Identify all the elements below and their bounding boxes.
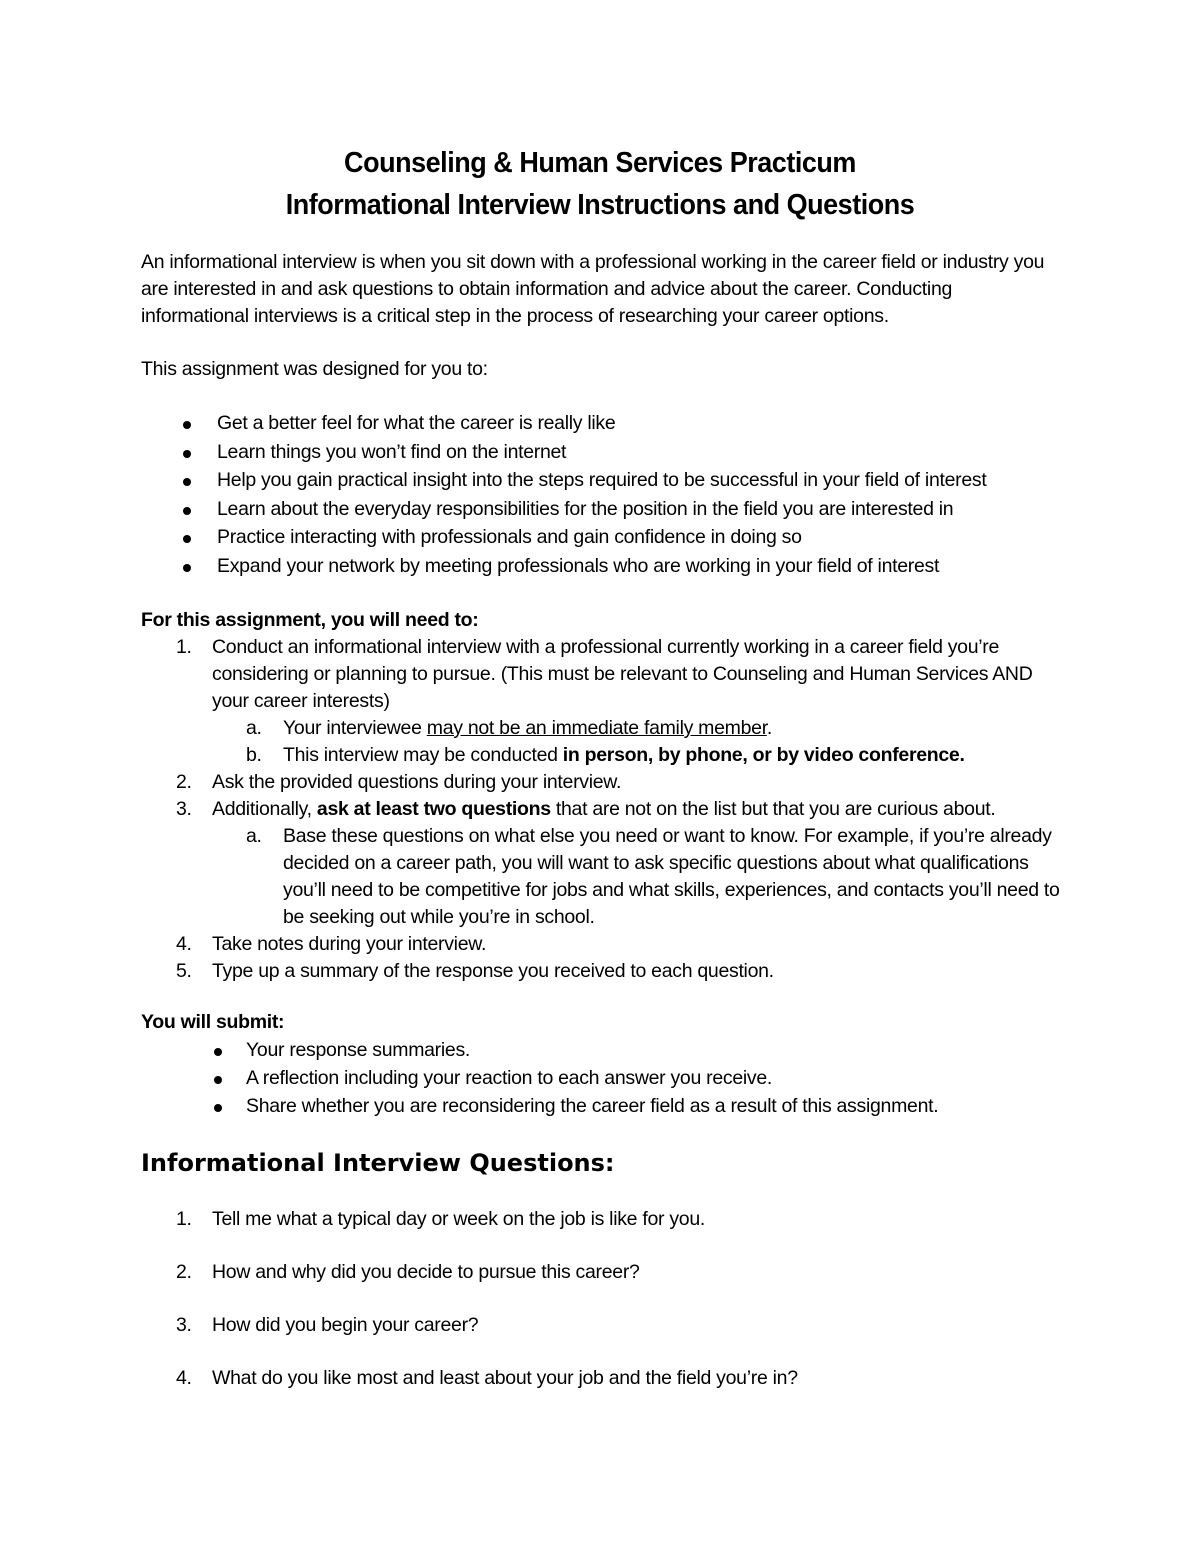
- submit-list: [141, 1037, 938, 1121]
- list-item: Help you gain practical insight into the steps required to be successful in your field of interest: [141, 467, 986, 496]
- question-item: 2. How and why did you decide to pursue this career?: [176, 1261, 640, 1283]
- list-item: Share whether you are reconsidering the career field as a result of this assignment.: [141, 1093, 938, 1121]
- list-item: A reflection including your reaction to each answer you receive.: [141, 1065, 938, 1093]
- bullet-icon: [183, 450, 191, 458]
- bullet-icon: [183, 421, 191, 429]
- sub-item: a. Base these questions on what else you need or want to know. For example, if you’re already decided on a career path, you will want to ask specific questions about what qualifications you’ll need to be competitive for jobs and what skills, experiences, and contacts you’ll need to be seeking out while you’re in school.: [246, 825, 1060, 928]
- list-item: Practice interacting with professionals and gain confidence in doing so: [141, 524, 986, 553]
- goals-list: [141, 410, 986, 581]
- step-item: 3. Additionally, ask at least two questions that are not on the list but that you are curious about. a. Base these questions on what else you need or want to know. For example, if you’re already decided on a career path, you will want to ask specific questions about what qualifications you’ll need to be competitive for jobs and what skills, experiences, and contacts you’ll need to be seeking out while you’re in school.: [141, 796, 1071, 931]
- bullet-icon: [183, 507, 191, 515]
- bullet-icon: [183, 478, 191, 486]
- question-item: 3. How did you begin your career?: [176, 1314, 479, 1336]
- bullet-icon: [214, 1104, 222, 1112]
- bullet-icon: [183, 535, 191, 543]
- sub-list: [212, 715, 1071, 769]
- questions-heading: Informational Interview Questions:: [141, 1149, 615, 1177]
- step-item: 2. Ask the provided questions during your interview.: [176, 771, 622, 793]
- questions-list: [141, 1206, 798, 1418]
- question-item: 4. What do you like most and least about your job and the field you’re in?: [176, 1367, 798, 1389]
- list-item: Get a better feel for what the career is really like: [141, 410, 986, 439]
- submit-heading: You will submit:: [141, 1011, 285, 1033]
- list-item: Expand your network by meeting professionals who are working in your field of interest: [141, 553, 986, 582]
- intro-paragraph: An informational interview is when you sit down with a professional working in the career field or industry you are interested in and ask questions to obtain information and advice about the career. Conducting informational interviews is a critical step in the process of researching your career options.: [141, 251, 1045, 327]
- bullet-icon: [214, 1076, 222, 1084]
- bullet-icon: [183, 564, 191, 572]
- sub-item: b. This interview may be conducted in person, by phone, or by video conference.: [246, 744, 965, 766]
- designed-intro: This assignment was designed for you to:: [141, 358, 488, 380]
- step-item: 5. Type up a summary of the response you received to each question.: [176, 960, 774, 982]
- sub-list: [212, 823, 1071, 931]
- list-item: Your response summaries.: [141, 1037, 938, 1065]
- page-title: [42, 142, 1158, 226]
- sub-item: a. Your interviewee may not be an immediate family member.: [246, 717, 772, 739]
- question-item: 1. Tell me what a typical day or week on the job is like for you.: [176, 1208, 705, 1230]
- step-item: 1. Conduct an informational interview with a professional currently working in a career field you’re considering or planning to pursue. (This must be relevant to Counseling and Human Services AND your career interests) a. Your interviewee may not be an immediate family member. b. This interview may be conducted in person, by phone, or by video conference.: [141, 634, 1071, 769]
- title-line-1: Counseling & Human Services Practicum: [344, 147, 856, 179]
- need-heading: For this assignment, you will need to:: [141, 609, 479, 631]
- steps-list: [141, 634, 1071, 985]
- list-item: Learn things you won’t find on the internet: [141, 439, 986, 468]
- bullet-icon: [214, 1048, 222, 1056]
- list-item: Learn about the everyday responsibilities for the position in the field you are interested in: [141, 496, 986, 525]
- title-line-2: Informational Interview Instructions and Questions: [285, 189, 915, 221]
- step-item: 4. Take notes during your interview.: [176, 933, 487, 955]
